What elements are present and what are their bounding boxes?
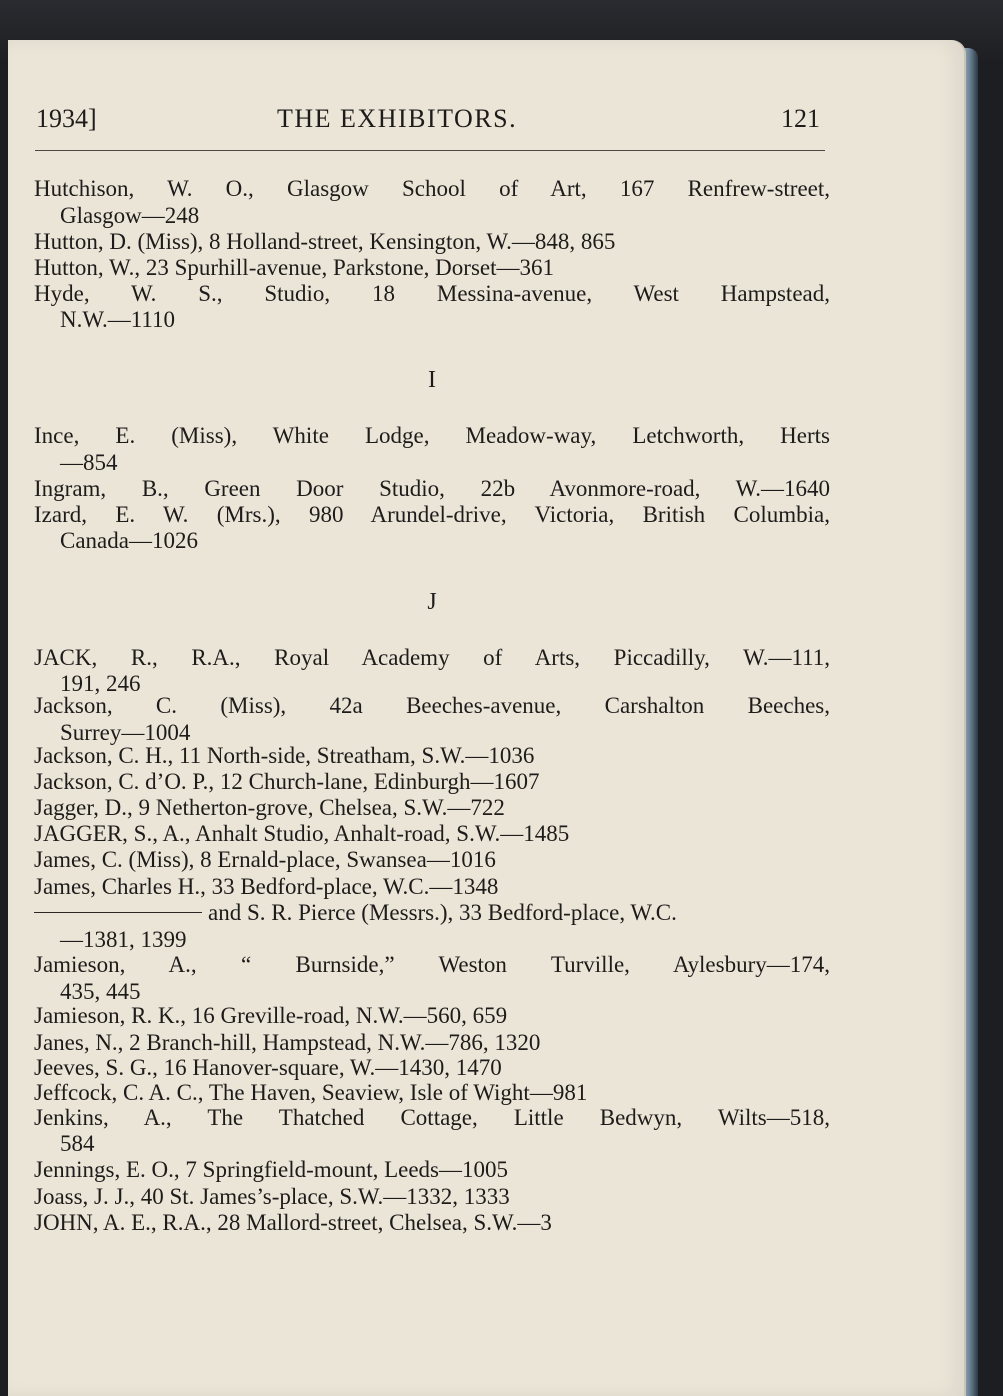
entry-line: N.W.—1110 bbox=[60, 307, 175, 332]
section-letter-i: I bbox=[428, 367, 436, 393]
entry-line: 435, 445 bbox=[60, 979, 141, 1004]
entry-line: Hutton, D. (Miss), 8 Holland-street, Kensington, W.—848, 865 bbox=[34, 229, 616, 254]
entry-line: JACK, R., R.A., Royal Academy of Arts, Piccadilly, W.—111, bbox=[34, 645, 830, 670]
entry-line: Joass, J. J., 40 St. James’s-place, S.W.—1332, 1333 bbox=[34, 1184, 510, 1209]
section-letter-j: J bbox=[427, 589, 437, 615]
entry-line: Jeeves, S. G., 16 Hanover-square, W.—1430, 1470 bbox=[34, 1055, 502, 1080]
entry-line: Jackson, C. (Miss), 42a Beeches-avenue, Carshalton Beeches, bbox=[34, 693, 830, 718]
entry-line: Jenkins, A., The Thatched Cottage, Little Bedwyn, Wilts—518, bbox=[34, 1105, 830, 1130]
book-edge bbox=[964, 48, 978, 1396]
entry-line: Ingram, B., Green Door Studio, 22b Avonmore-road, W.—1640 bbox=[34, 476, 830, 501]
entry-line: James, Charles H., 33 Bedford-place, W.C.—1348 bbox=[34, 874, 499, 899]
entry-line: JOHN, A. E., R.A., 28 Mallord-street, Chelsea, S.W.—3 bbox=[34, 1210, 552, 1235]
entry-line: Janes, N., 2 Branch-hill, Hampstead, N.W.—786, 1320 bbox=[34, 1030, 541, 1055]
header-year: 1934] bbox=[36, 104, 97, 133]
entry-line: Izard, E. W. (Mrs.), 980 Arundel-drive, Victoria, British Columbia, bbox=[34, 502, 830, 527]
entry-line: James, C. (Miss), 8 Ernald-place, Swansea—1016 bbox=[34, 847, 496, 872]
running-title: THE EXHIBITORS. bbox=[277, 104, 518, 133]
entry-line: Glasgow—248 bbox=[60, 203, 200, 228]
entry-line: Ince, E. (Miss), White Lodge, Meadow-way, Letchworth, Herts bbox=[34, 423, 830, 448]
entry-line: 191, 246 bbox=[60, 671, 141, 696]
entry-line-ditto bbox=[34, 900, 830, 926]
entry-line: Jackson, C. d’O. P., 12 Church-lane, Edinburgh—1607 bbox=[34, 769, 540, 794]
entry-line: Jeffcock, C. A. C., The Haven, Seaview, Isle of Wight—981 bbox=[34, 1080, 588, 1105]
entry-line: JAGGER, S., A., Anhalt Studio, Anhalt-road, S.W.—1485 bbox=[34, 821, 570, 846]
entry-line: Hutton, W., 23 Spurhill-avenue, Parkstone, Dorset—361 bbox=[34, 255, 555, 280]
ditto-rule bbox=[34, 912, 202, 913]
header-rule bbox=[35, 150, 825, 151]
entry-line: —854 bbox=[60, 450, 118, 475]
entry-line-text: and S. R. Pierce (Messrs.), 33 Bedford-place, W.C. bbox=[208, 900, 677, 925]
entry-line: 584 bbox=[60, 1131, 95, 1156]
entry-line: Jamieson, R. K., 16 Greville-road, N.W.—560, 659 bbox=[34, 1003, 508, 1028]
entry-line: Jamieson, A., “ Burnside,” Weston Turville, Aylesbury—174, bbox=[34, 952, 830, 977]
entry-line: Jackson, C. H., 11 North-side, Streatham, S.W.—1036 bbox=[34, 743, 535, 768]
page-number: 121 bbox=[781, 104, 820, 133]
entry-line: Hyde, W. S., Studio, 18 Messina-avenue, West Hampstead, bbox=[34, 281, 830, 306]
entry-line: Jennings, E. O., 7 Springfield-mount, Leeds—1005 bbox=[34, 1157, 509, 1182]
entry-line: —1381, 1399 bbox=[60, 927, 187, 952]
entry-line: Surrey—1004 bbox=[60, 720, 191, 745]
entry-line: Jagger, D., 9 Netherton-grove, Chelsea, S.W.—722 bbox=[34, 795, 505, 820]
entry-line: Hutchison, W. O., Glasgow School of Art, 167 Renfrew-street, bbox=[34, 176, 830, 201]
entry-line: Canada—1026 bbox=[60, 528, 198, 553]
